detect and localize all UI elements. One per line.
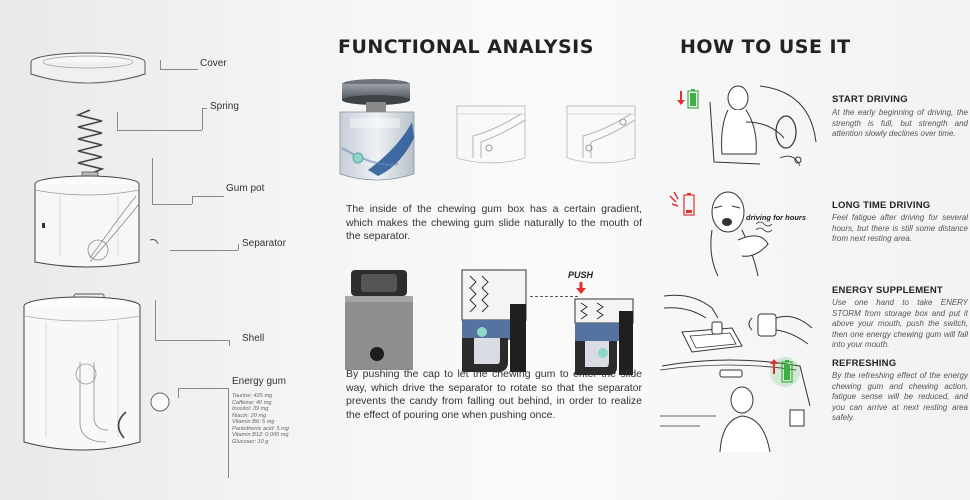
push-label: PUSH [568, 270, 594, 280]
ingredient-item: Vitamin B12: 0.005 mg [232, 432, 289, 438]
gradient-description: The inside of the chewing gum box has a certain gradient, which makes the chewing gum slide naturally to the mouth of the separator. [346, 203, 642, 242]
energy-gum-label: Energy gum [232, 376, 286, 387]
shell-leader [155, 340, 229, 341]
gradient-schematic-1 [455, 100, 527, 168]
separator-leader [170, 250, 238, 251]
spring-drawing [70, 108, 110, 183]
how-to-use-title: HOW TO USE IT [680, 36, 851, 58]
cover-label: Cover [200, 58, 227, 69]
push-description: By pushing the cap to let the chewing gum to enter the slide way, which drive the separator to rotate so that the separator prevents the candy from falling out behind, in order to realize the effect of pouring one when pushing once. [346, 368, 642, 421]
step-description: Feel fatigue after driving for several hours, but there is still some distance from next resting area. [832, 213, 968, 243]
battery-low-icon [668, 190, 698, 218]
gradient-schematic-2 [565, 100, 637, 168]
dotted-connector [530, 296, 578, 297]
device-photo [343, 268, 415, 372]
shell-drawing [16, 292, 148, 462]
spring-leader [117, 130, 202, 131]
step-title: START DRIVING [832, 94, 908, 105]
step-description: At the early beginning of driving, the strength is full, but strength and attention slowly declines over time. [832, 108, 968, 138]
separator-drawing [148, 236, 162, 250]
shell-label: Shell [242, 333, 265, 344]
ingredient-item: Taurine: 425 mg [232, 393, 273, 399]
gum-pot-leader [152, 204, 192, 205]
cross-section-2 [573, 297, 635, 379]
energy-supplement-illustration [662, 288, 814, 360]
ingredient-item: Vitamin B6: 5 mg [232, 419, 275, 425]
push-arrow-icon [576, 282, 586, 294]
ingredient-list [232, 393, 289, 445]
energy-gum-drawing [148, 390, 172, 414]
ingredient-item: Pantothenic acid: 5 mg [232, 425, 289, 432]
cross-section-1 [460, 268, 530, 378]
ingredient-item: Caffeine: 40 mg [232, 399, 272, 406]
step-title: ENERGY SUPPLEMENT [832, 285, 943, 296]
functional-analysis-title: FUNCTIONAL ANALYSIS [338, 36, 594, 58]
driver-illustration [700, 82, 818, 172]
tired-driver-illustration [698, 186, 818, 276]
step-description: Use one hand to take ENERY STORM from storage box and put it above your mouth, push the switch, then one energy chewing gum will fall into your mouth. [832, 298, 968, 349]
cover-drawing [28, 52, 153, 92]
step-title: REFRESHING [832, 358, 897, 369]
energy-gum-leader [178, 388, 228, 389]
speech-bubble-text: driving for hours [746, 213, 806, 222]
spring-label: Spring [210, 101, 239, 112]
battery-full-icon [677, 88, 701, 110]
ingredient-item: Inositol: 39 mg [232, 406, 269, 412]
product-render [338, 78, 418, 186]
gum-pot-drawing [30, 176, 150, 272]
step-title: LONG TIME DRIVING [832, 200, 931, 211]
separator-label: Separator [242, 238, 286, 249]
gum-pot-label: Gum pot [226, 183, 265, 194]
ingredient-item: Glucoser: 10 g [232, 438, 269, 445]
battery-charged-icon [768, 356, 802, 390]
cover-leader [160, 69, 198, 70]
ingredient-item: Niacin: 20 mg [232, 412, 267, 419]
step-description: By the refreshing effect of the energy chewing gum and chewing action, fatigue sense will be reduced, and you can arrive at next resting area safely. [832, 371, 968, 422]
